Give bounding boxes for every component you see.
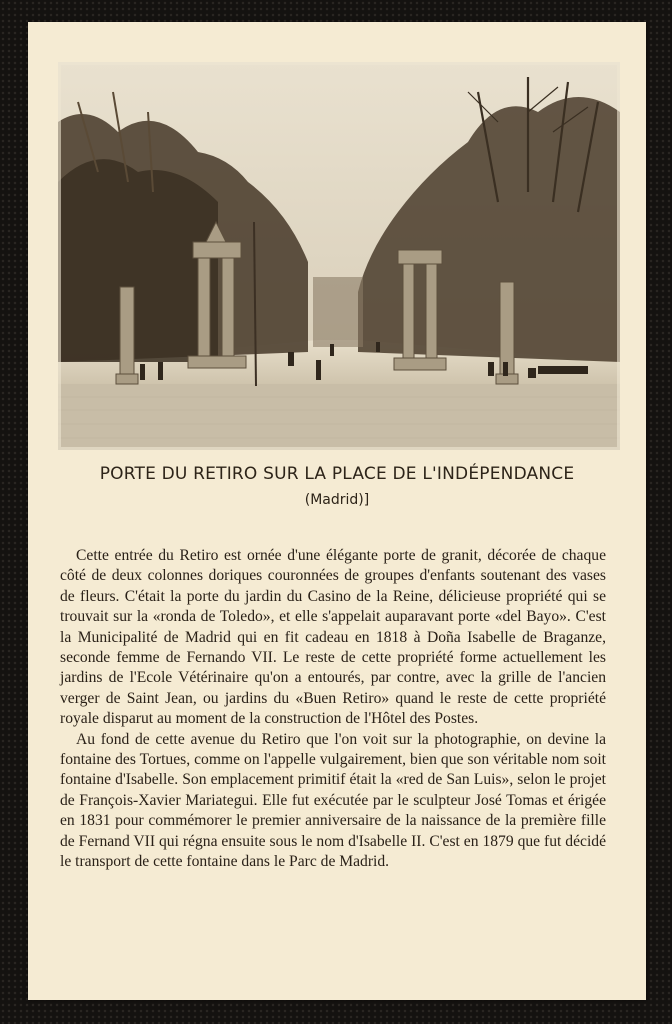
postcard (28, 22, 646, 1000)
paragraph: Cette entrée du Retiro est ornée d'une élégante porte de granit, décorée de chaque côté de deux colonnes doriques couronnées de groupes d'enfants soutenant des vases de fleurs. C'était la porte du jardin du Casino de la Reine, délicieuse propriété qui se trouvait sur la «ronda de Toledo», et elle s'appelait auparavant porte «del Bayo». C'est la Municipalité de Madrid qui en fit cadeau en 1818 à Doña Isabelle de Braganze, seconde femme de Fernando VII. Le reste de cette propriété forme actuellement les jardins de l'Ecole Vétérinaire qu'on a entourés, par contre, avec la grille de l'ancien verger de Saint Jean, ou jardins du «Buen Retiro» quand le reste de cette propriété royale disparut au moment de la construction de l'Hôtel des Postes. (60, 547, 606, 728)
caption-subtitle: (Madrid)] (304, 492, 370, 508)
description-text (60, 546, 606, 873)
paragraph: Au fond de cette avenue du Retiro que l'on voit sur la photographie, on devine la fontaine des Tortues, comme on l'appelle vulgairement, bien que son véritable nom soit fontaine d'Isabelle. Son emplacement primitif était la «red de San Luis», selon le projet de François-Xavier Mariategui. Elle fut exécutée par le sculpteur José Tomas et érigée en 1831 pour commémorer le premier anniversaire de la naissance de la première fille de Fernand VII qui régna ensuite sous le nom d'Isabelle II. C'est en 1879 que fut décidé le transport de cette fontaine dans le Parc de Madrid. (60, 730, 606, 871)
photograph (58, 62, 620, 450)
retiro-gate-photo (58, 62, 620, 450)
caption-title: PORTE DU RETIRO SUR LA PLACE DE L'INDÉPENDANCE (99, 464, 575, 484)
road (58, 384, 620, 450)
distant-avenue (313, 277, 363, 347)
